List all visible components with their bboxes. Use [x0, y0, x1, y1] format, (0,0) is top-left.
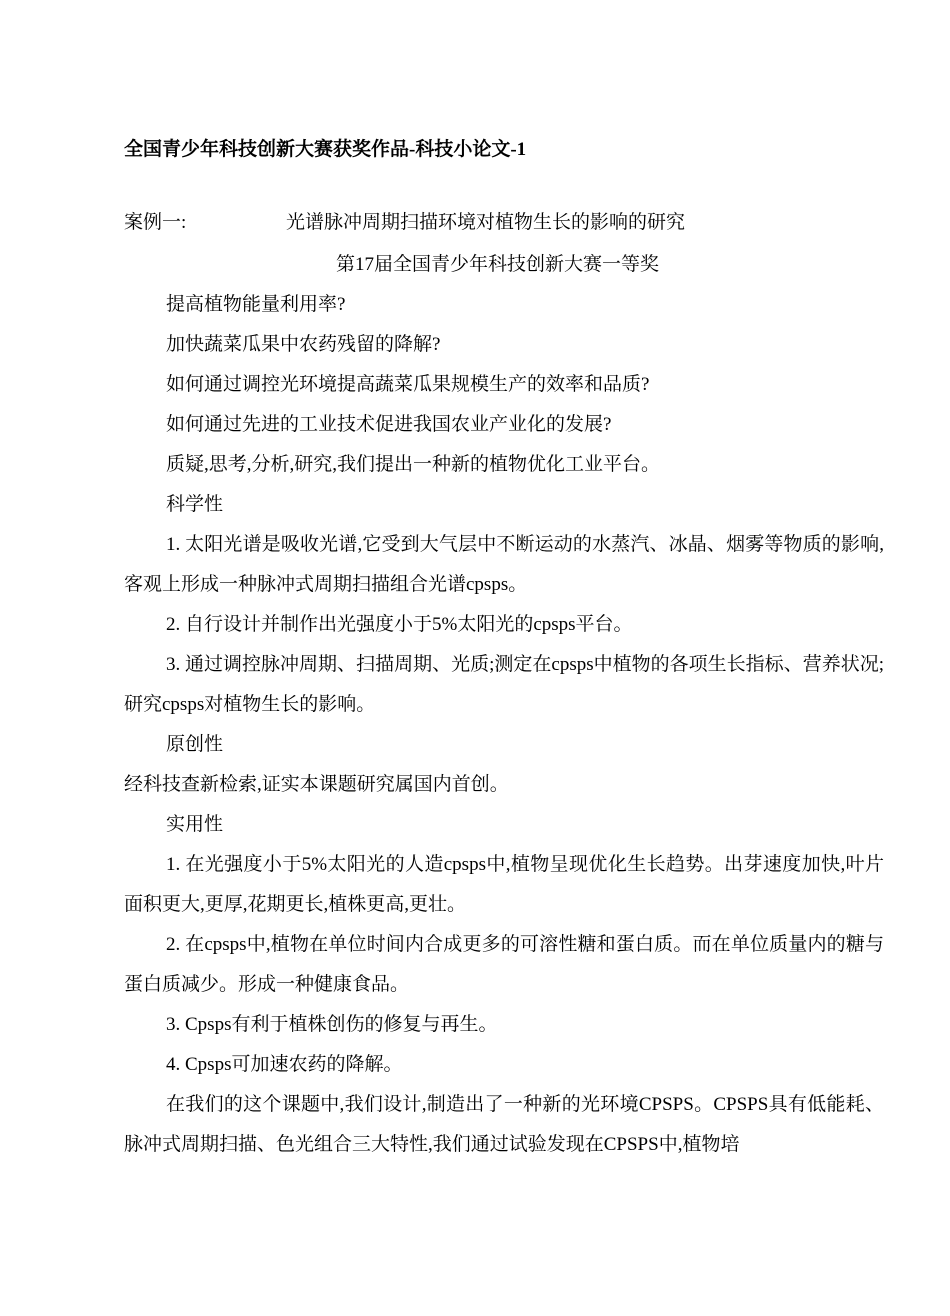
list-item: 4. Cpsps可加速农药的降解。 [166, 1054, 403, 1075]
section-heading-practicality: 实用性 [166, 814, 224, 835]
paragraph: 经科技查新检索,证实本课题研究属国内首创。 [124, 774, 509, 795]
paragraph: 加快蔬菜瓜果中农药残留的降解? [166, 334, 441, 355]
paragraph: 在我们的这个课题中,我们设计,制造出了一种新的光环境CPSPS。CPSPS具有低能耗、脉冲式周期扫描、色光组合三大特性,我们通过试验发现在CPSPS中,植物培 [124, 1094, 884, 1155]
section-heading-science: 科学性 [166, 494, 224, 515]
document-title: 全国青少年科技创新大赛获奖作品-科技小论文-1 [124, 139, 527, 160]
body-text [124, 285, 884, 1165]
list-item: 2. 自行设计并制作出光强度小于5%太阳光的cpsps平台。 [166, 614, 633, 635]
paragraph: 提高植物能量利用率? [166, 294, 346, 315]
list-item: 3. 通过调控脉冲周期、扫描周期、光质;测定在cpsps中植物的各项生长指标、营养状况;研究cpsps对植物生长的影响。 [124, 654, 884, 715]
case-heading [124, 203, 884, 243]
list-item: 3. Cpsps有利于植株创伤的修复与再生。 [166, 1014, 498, 1035]
list-item: 1. 太阳光谱是吸收光谱,它受到大气层中不断运动的水蒸汽、冰晶、烟雾等物质的影响,客观上形成一种脉冲式周期扫描组合光谱cpsps。 [124, 534, 884, 595]
paragraph: 质疑,思考,分析,研究,我们提出一种新的植物优化工业平台。 [166, 454, 661, 475]
section-heading-originality: 原创性 [166, 734, 224, 755]
award-line: 第17届全国青少年科技创新大赛一等奖 [336, 254, 660, 275]
case-label: 案例一: [124, 212, 187, 233]
list-item: 1. 在光强度小于5%太阳光的人造cpsps中,植物呈现优化生长趋势。出芽速度加快,叶片面积更大,更厚,花期更长,植株更高,更壮。 [124, 854, 884, 915]
paragraph: 如何通过先进的工业技术促进我国农业产业化的发展? [166, 414, 612, 435]
case-title: 光谱脉冲周期扫描环境对植物生长的影响的研究 [286, 212, 686, 233]
list-item: 2. 在cpsps中,植物在单位时间内合成更多的可溶性糖和蛋白质。而在单位质量内的糖与蛋白质减少。形成一种健康食品。 [124, 934, 884, 995]
paragraph: 如何通过调控光环境提高蔬菜瓜果规模生产的效率和品质? [166, 374, 650, 395]
